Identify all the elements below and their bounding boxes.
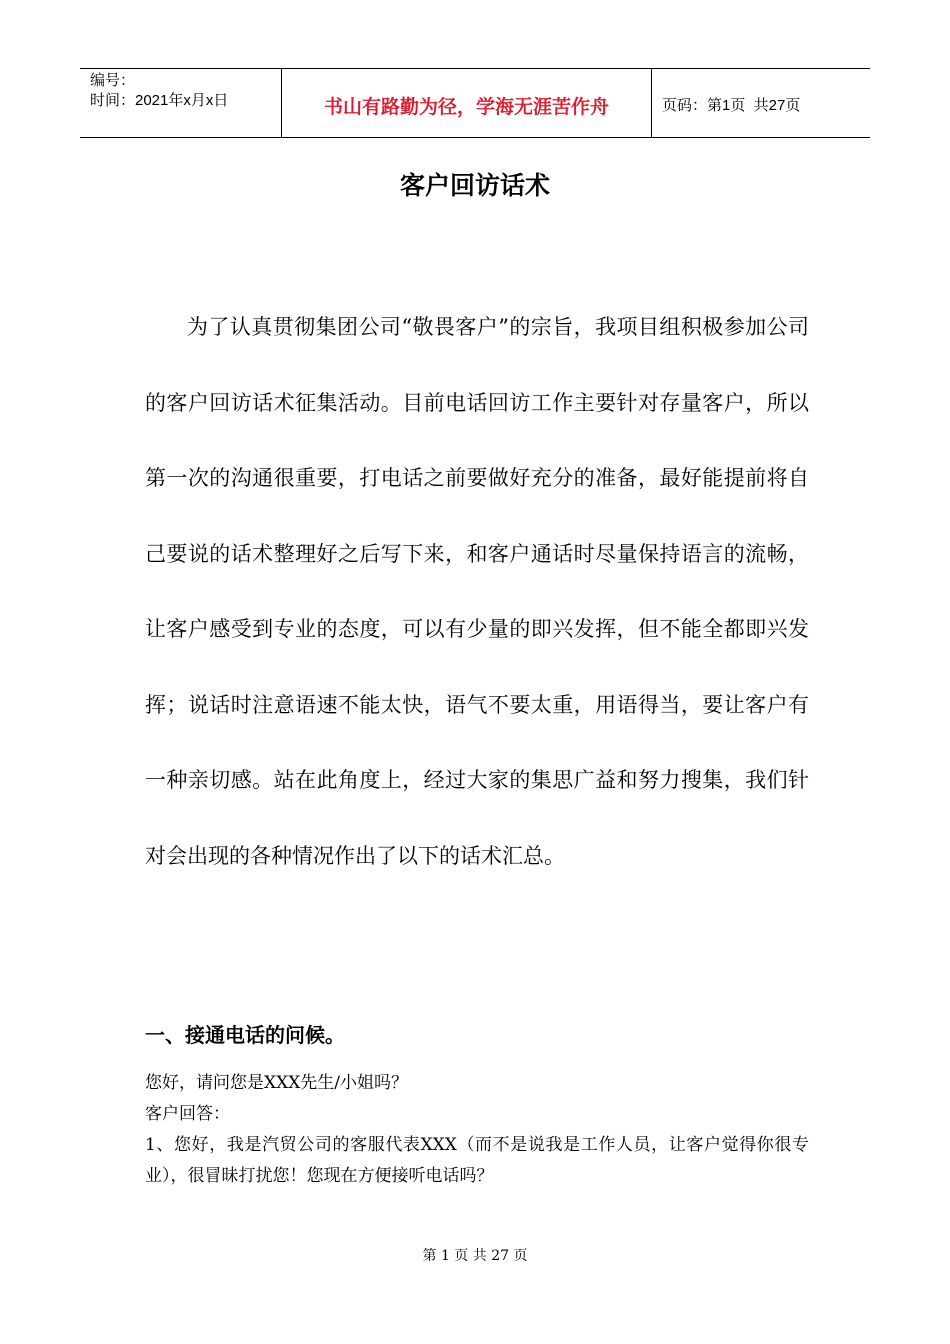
body-line: 1、您好，我是汽贸公司的客服代表XXX（而不是说我是工作人员，让客户觉得你很专业），很冒昧打扰您！您现在方便接听电话吗？: [145, 1135, 809, 1186]
section-heading-greeting: 一、接通电话的问候。: [145, 1023, 345, 1047]
document-header: [80, 68, 870, 138]
document-title: 客户回访话术: [399, 171, 550, 200]
section-body: [145, 1068, 809, 1192]
page-footer: 第 1 页 共 27 页: [422, 1248, 528, 1264]
body-line: 您好，请问您是XXX先生/小姐吗？: [145, 1073, 409, 1093]
body-line: 客户回答：: [145, 1104, 230, 1124]
header-page-info: 页码：第1页 共27页: [662, 96, 801, 114]
intro-paragraph: 为了认真贯彻集团公司“敬畏客户”的宗旨，我项目组积极参加公司的客户回访话术征集活动。目前电话回访工作主要针对存量客户，所以第一次的沟通很重要，打电话之前要做好充分的准备，最好能提前将自己要说的话术整理好之后写下来，和客户通话时尽量保持语言的流畅，让客户感受到专业的态度，可以有少量的即兴发挥，但不能全都即兴发挥；说话时注意语速不能太快，语气不要太重，用语得当，要让客户有一种亲切感。站在此角度上，经过大家的集思广益和努力搜集，我们针对会出现的各种情况作出了以下的话术汇总。: [145, 315, 809, 868]
header-meta: [80, 69, 282, 137]
serial-number-label: 编号：: [90, 72, 136, 89]
header-motto: 书山有路勤为径，学海无涯苦作舟: [282, 69, 652, 137]
date-label: 时间：2021年x月x日: [90, 92, 229, 109]
